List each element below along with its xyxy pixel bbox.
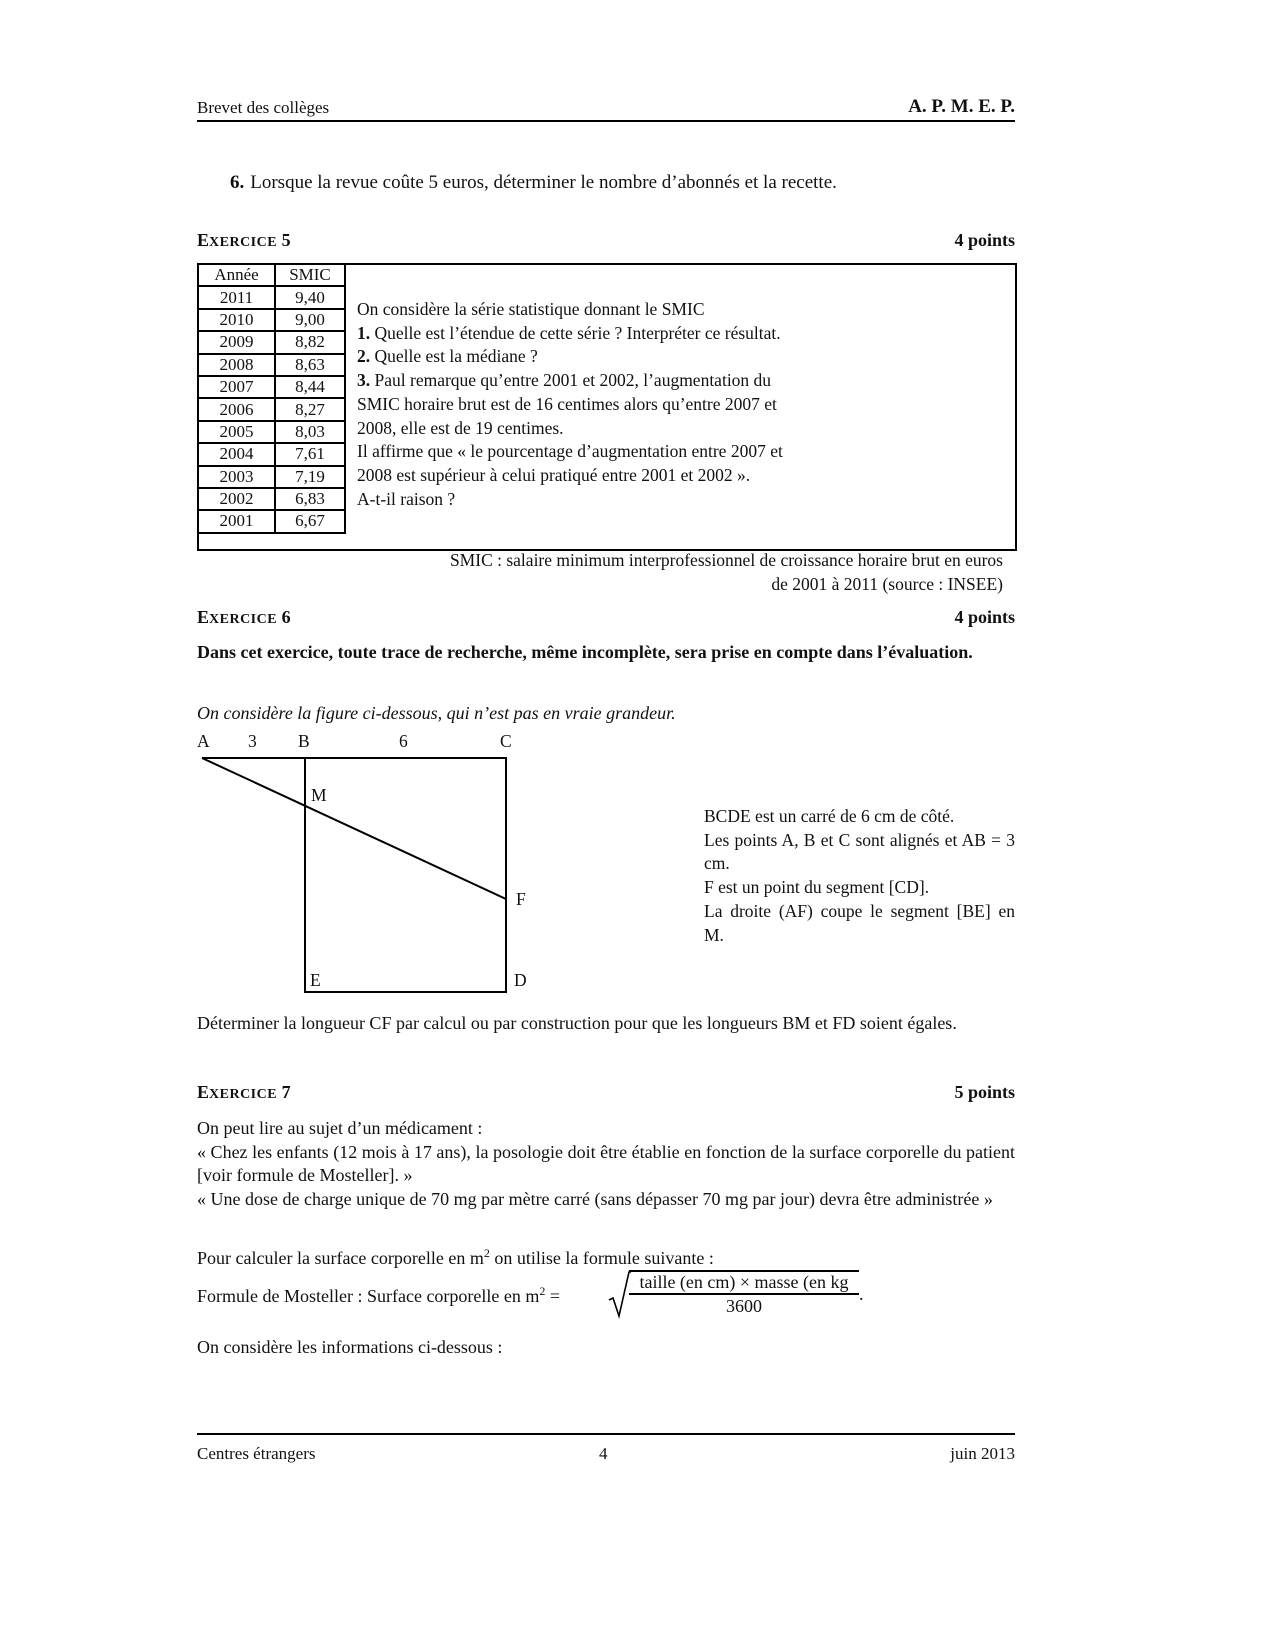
exercise-5-questions <box>357 298 877 511</box>
title-number: 7 <box>281 1082 291 1102</box>
square-bcde <box>305 758 506 992</box>
table-row <box>198 510 345 532</box>
year-cell: 2003 <box>198 466 275 488</box>
q3-number: 3. <box>357 370 371 391</box>
exercise-5-q1 <box>357 322 877 346</box>
smic-cell: 6,83 <box>275 488 345 510</box>
page-footer <box>197 1433 1015 1463</box>
label-m: M <box>311 785 327 805</box>
superscript: 2 <box>483 1246 490 1260</box>
exercise-6-instruction: Dans cet exercice, toute trace de recherche, même incomplète, sera prise en compte dans l’évaluation. <box>197 642 973 662</box>
header-right: A. P. M. E. P. <box>908 96 1015 117</box>
exercise-5-q2 <box>357 345 877 369</box>
smic-cell: 8,44 <box>275 376 345 398</box>
page-number: 4 <box>599 1444 608 1463</box>
table-row <box>198 309 345 331</box>
formula-lhs <box>197 1284 560 1307</box>
formula-lhs-text: Formule de Mosteller : Surface corporelle en m <box>197 1286 540 1306</box>
year-cell: 2009 <box>198 331 275 353</box>
q1-number: 1. <box>357 322 371 343</box>
table-row <box>198 331 345 353</box>
year-cell: 2002 <box>198 488 275 510</box>
table-row <box>198 421 345 443</box>
title-number: 5 <box>281 230 291 250</box>
exercise-7-points: 5 points <box>954 1082 1015 1102</box>
smic-cell: 9,00 <box>275 309 345 331</box>
q1-text: Quelle est l’étendue de cette série ? Interpréter ce résultat. <box>374 322 781 343</box>
smic-table <box>197 263 346 534</box>
label-f: F <box>516 889 526 909</box>
exercise-7-title <box>197 1082 291 1103</box>
description-line: BCDE est un carré de 6 cm de côté. <box>704 806 955 826</box>
smic-cell: 8,63 <box>275 354 345 376</box>
q3-line: Il affirme que « le pourcentage d’augmentation entre 2007 et <box>357 441 783 462</box>
q2-text: Quelle est la médiane ? <box>374 346 538 367</box>
title-initial: E <box>197 230 210 250</box>
smic-cell: 8,27 <box>275 398 345 420</box>
label-c: C <box>500 731 512 751</box>
footer-left: Centres étrangers <box>197 1444 316 1463</box>
exercise-5-points: 4 points <box>954 230 1015 250</box>
quote-paragraph: « Chez les enfants (12 mois à 17 ans), la posologie doit être établie en fonction de la surface corporelle du patient [voir formule de Mosteller]. » <box>197 1141 1015 1186</box>
exercise-6-points: 4 points <box>954 607 1015 627</box>
label-ab-length: 3 <box>248 731 257 751</box>
year-cell: 2007 <box>198 376 275 398</box>
paragraph: On peut lire au sujet d’un médicament : <box>197 1118 483 1138</box>
header-left: Brevet des collèges <box>197 98 330 117</box>
year-cell: 2011 <box>198 286 275 308</box>
square-root-icon <box>607 1270 631 1320</box>
question-6-text: Lorsque la revue coûte 5 euros, déterminer le nombre d’abonnés et la recette. <box>250 172 837 193</box>
figure-note: On considère la figure ci-dessous, qui n’est pas en vraie grandeur. <box>197 703 676 723</box>
label-b: B <box>298 731 310 751</box>
note-line: de 2001 à 2011 (source : INSEE) <box>771 573 1003 594</box>
footer-right: juin 2013 <box>950 1444 1015 1463</box>
q3-line: SMIC horaire brut est de 16 centimes alors qu’entre 2007 et <box>357 393 777 414</box>
q3-line: A-t-il raison ? <box>357 488 456 509</box>
table-row <box>198 488 345 510</box>
description-line: La droite (AF) coupe le segment [BE] en M. <box>704 900 1015 945</box>
table-row <box>198 466 345 488</box>
equals-sign: = <box>545 1286 561 1306</box>
smic-definition-note <box>340 549 1003 596</box>
exercise-6-title <box>197 607 291 628</box>
exercise-5-intro: On considère la série statistique donnant le SMIC <box>357 299 705 319</box>
col-header-smic: SMIC <box>275 264 345 286</box>
note-line: SMIC : salaire minimum interprofessionnel de croissance horaire brut en euros <box>449 550 1003 570</box>
description-line: F est un point du segment [CD]. <box>704 877 930 898</box>
question-6 <box>230 172 837 194</box>
description-line: Les points A, B et C sont alignés et AB = 3 cm. <box>704 829 1015 874</box>
title-number: 6 <box>281 607 291 627</box>
line-af <box>202 758 506 899</box>
label-d: D <box>514 970 527 990</box>
year-cell: 2004 <box>198 443 275 465</box>
smic-cell: 8,03 <box>275 421 345 443</box>
table-header-row <box>198 264 345 286</box>
q3-line: 2008 est supérieur à celui pratiqué entre 2001 et 2002 ». <box>357 464 751 485</box>
exercise-5-title <box>197 230 291 251</box>
title-rest: XERCICE <box>209 235 278 250</box>
question-6-number: 6. <box>230 172 245 193</box>
year-cell: 2008 <box>198 354 275 376</box>
smic-cell: 7,19 <box>275 466 345 488</box>
smic-cell: 9,40 <box>275 286 345 308</box>
page-header <box>197 96 1015 122</box>
smic-cell: 8,82 <box>275 331 345 353</box>
label-bc-length: 6 <box>399 731 408 751</box>
q3-line: Paul remarque qu’entre 2001 et 2002, l’augmentation du <box>374 370 772 391</box>
year-cell: 2005 <box>198 421 275 443</box>
exercise-5-q3 <box>357 369 877 393</box>
year-cell: 2010 <box>198 309 275 331</box>
table-row <box>198 354 345 376</box>
fraction-numerator: taille (en cm) × masse (en kg <box>629 1270 859 1295</box>
label-a: A <box>197 731 210 751</box>
table-row <box>198 376 345 398</box>
formula-intro-text: Pour calculer la surface corporelle en m <box>197 1248 484 1268</box>
figure-description <box>704 805 1015 947</box>
year-cell: 2001 <box>198 510 275 532</box>
quote-paragraph: « Une dose de charge unique de 70 mg par mètre carré (sans dépasser 70 mg par jour) devra être administrée » <box>197 1189 993 1210</box>
table-row <box>198 443 345 465</box>
exercise-7-body <box>197 1117 1015 1212</box>
title-rest: XERCICE <box>209 612 278 627</box>
geometry-figure <box>195 750 515 1000</box>
fraction-denominator: 3600 <box>726 1296 762 1316</box>
table-row <box>198 398 345 420</box>
q3-line: 2008, elle est de 19 centimes. <box>357 417 564 438</box>
col-header-year: Année <box>198 264 275 286</box>
q2-number: 2. <box>357 346 371 367</box>
title-initial: E <box>197 1082 210 1102</box>
formula-fraction <box>629 1270 859 1317</box>
title-initial: E <box>197 607 210 627</box>
table-row <box>198 286 345 308</box>
label-e: E <box>310 970 321 990</box>
formula-intro <box>197 1246 714 1269</box>
smic-cell: 6,67 <box>275 510 345 532</box>
superscript: 2 <box>539 1284 546 1298</box>
formula-intro-text: on utilise la formule suivante : <box>489 1248 714 1268</box>
exercise-6-question: Déterminer la longueur CF par calcul ou par construction pour que les longueurs BM et FD soient égales. <box>197 1013 957 1033</box>
title-rest: XERCICE <box>209 1087 278 1102</box>
exercise-7-consider: On considère les informations ci-dessous : <box>197 1337 503 1357</box>
smic-cell: 7,61 <box>275 443 345 465</box>
formula-period: . <box>859 1284 864 1304</box>
year-cell: 2006 <box>198 398 275 420</box>
